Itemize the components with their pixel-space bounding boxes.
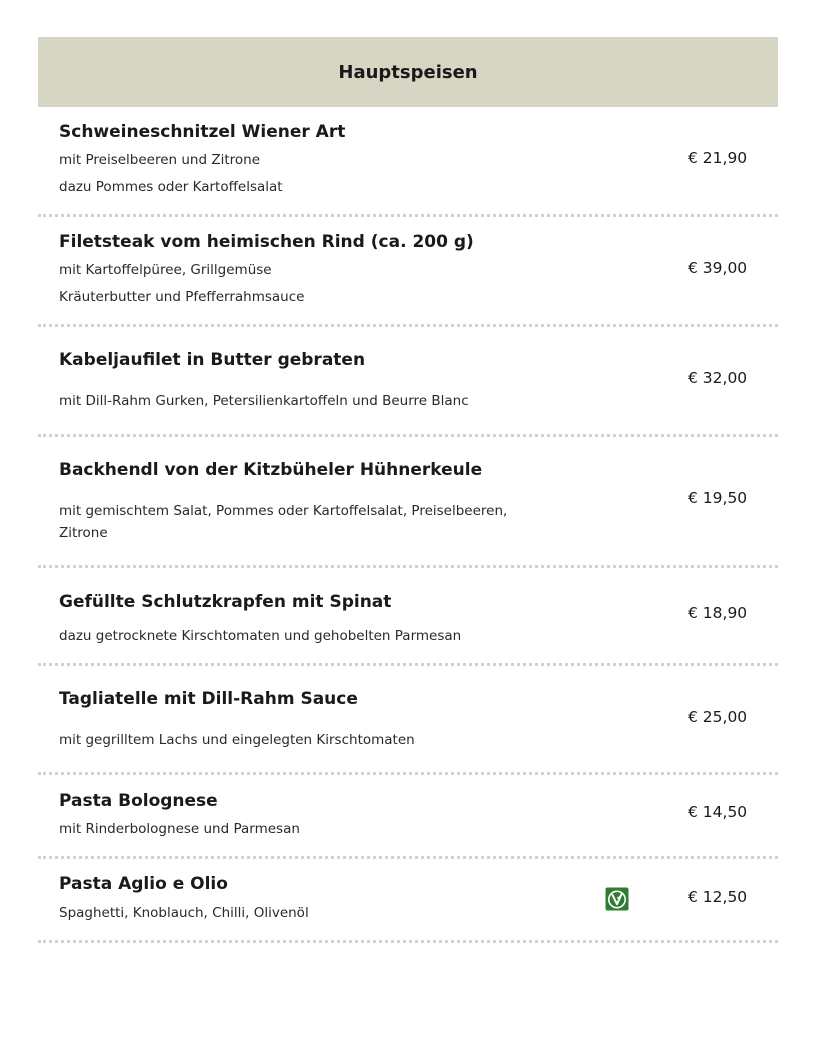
dish-description: mit Preiselbeeren und Zitrone	[59, 152, 261, 168]
dish-price: € 19,50	[688, 489, 748, 507]
dish-name: Tagliatelle mit Dill-Rahm Sauce	[59, 689, 358, 709]
dish-price: € 14,50	[688, 803, 748, 821]
dish-description: mit gegrilltem Lachs und eingelegten Kirschtomaten	[59, 732, 415, 748]
separator	[38, 856, 778, 859]
dish-name: Gefüllte Schlutzkrapfen mit Spinat	[59, 592, 392, 612]
separator	[38, 214, 778, 217]
dish-price: € 25,00	[688, 708, 748, 726]
separator	[38, 663, 778, 666]
dish-description: Kräuterbutter und Pfefferrahmsauce	[59, 289, 305, 305]
dish-name: Pasta Aglio e Olio	[59, 874, 228, 894]
dish-name: Kabeljaufilet in Butter gebraten	[59, 350, 366, 370]
dish-price: € 32,00	[688, 369, 748, 387]
dish-price: € 18,90	[688, 604, 748, 622]
section-title: Hauptspeisen	[338, 61, 478, 83]
dish-price: € 21,90	[688, 149, 748, 167]
dish-description: mit Rinderbolognese und Parmesan	[59, 821, 300, 837]
dish-name: Schweineschnitzel Wiener Art	[59, 122, 346, 142]
separator	[38, 772, 778, 775]
dish-price: € 39,00	[688, 259, 748, 277]
separator	[38, 324, 778, 327]
dish-name: Filetsteak vom heimischen Rind (ca. 200 g)	[59, 232, 474, 252]
vegan-icon	[605, 887, 629, 911]
separator	[38, 434, 778, 437]
dish-price: € 12,50	[688, 888, 748, 906]
dish-description: mit Kartoffelpüree, Grillgemüse	[59, 262, 272, 278]
dish-description: Spaghetti, Knoblauch, Chilli, Olivenöl	[59, 905, 309, 921]
dish-description: dazu getrocknete Kirschtomaten und gehobelten Parmesan	[59, 628, 462, 644]
dish-name: Pasta Bolognese	[59, 791, 218, 811]
dish-name: Backhendl von der Kitzbüheler Hühnerkeule	[59, 460, 483, 480]
dish-description: mit gemischtem Salat, Pommes oder Kartoffelsalat, Preiselbeeren, Zitrone	[59, 503, 508, 541]
menu-card	[38, 37, 778, 921]
separator	[38, 565, 778, 568]
separator	[38, 940, 778, 943]
section-header	[38, 37, 778, 107]
dish-description: mit Dill-Rahm Gurken, Petersilienkartoffeln und Beurre Blanc	[59, 393, 469, 409]
dish-description: dazu Pommes oder Kartoffelsalat	[59, 179, 283, 195]
